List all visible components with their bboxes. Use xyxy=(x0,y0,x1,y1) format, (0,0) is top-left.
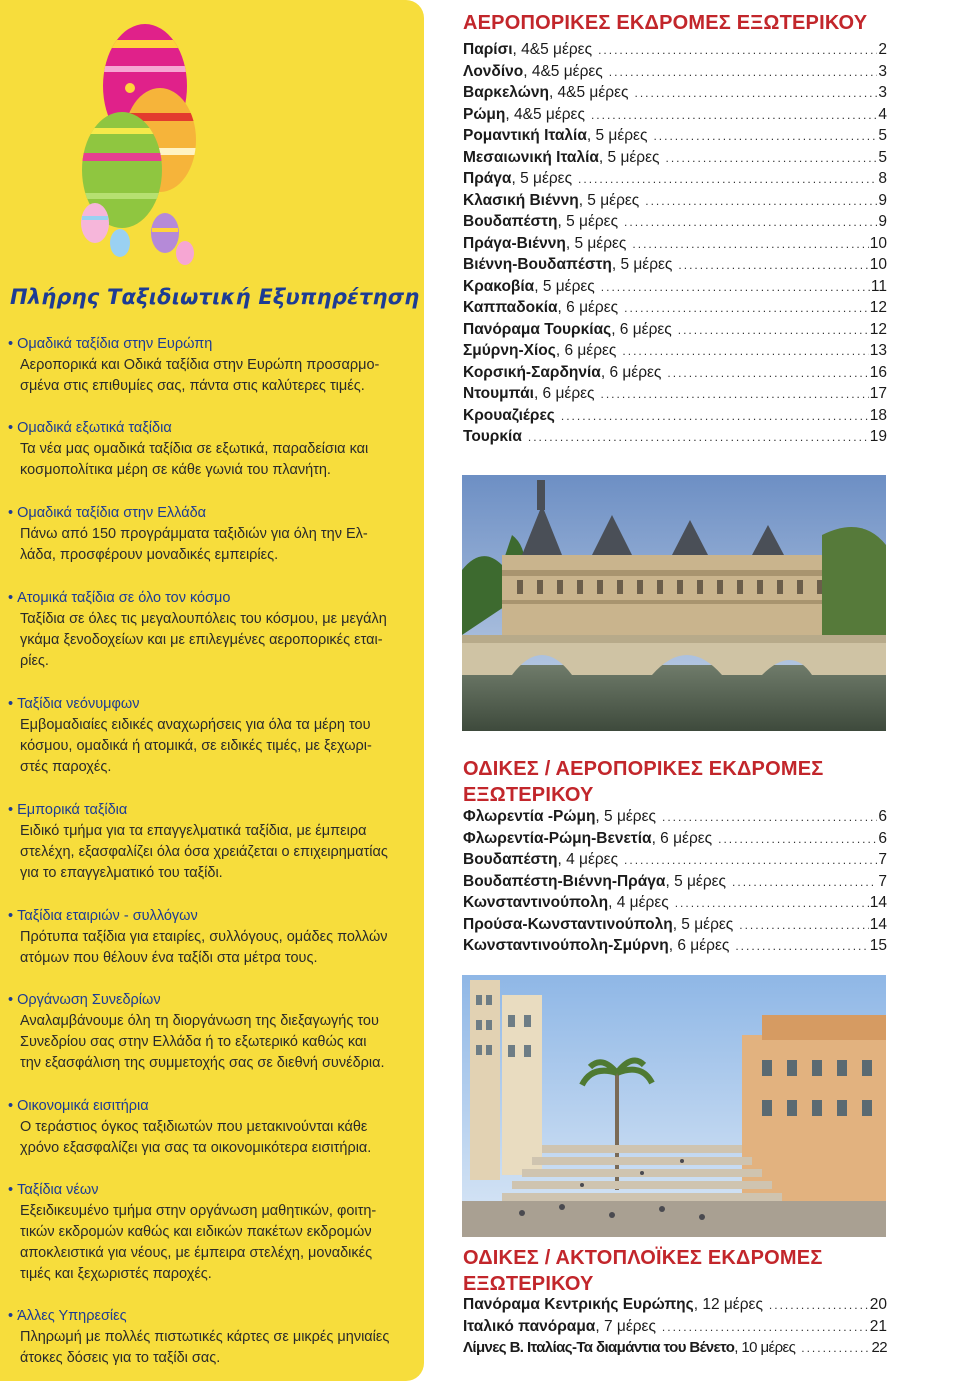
destination-name: Πράγα xyxy=(463,170,512,187)
excursion-entry xyxy=(463,916,887,938)
excursion-entry xyxy=(463,851,887,873)
service-title: • Εμπορικά ταξίδια xyxy=(8,800,420,821)
trip-duration: , 4&5 μέρες xyxy=(512,41,593,58)
service-title: • Ταξίδια νέων xyxy=(8,1180,420,1201)
excursion-entry xyxy=(463,1318,887,1340)
service-desc-line: Ειδικό τμήμα για τα επαγγελματικά ταξίδια, με έμπειρα xyxy=(20,823,367,839)
trip-duration: , 5 μέρες xyxy=(611,256,673,273)
destination-name: Βουδαπέστη xyxy=(463,213,558,230)
panel-heading: Πλήρης Ταξιδιωτική Εξυπηρέτηση xyxy=(10,285,420,309)
excursion-entry xyxy=(463,299,887,321)
service-title: • Ταξίδια νεόνυμφων xyxy=(8,694,420,715)
service-desc-line: ατόμων που θέλουν ένα ταξίδι στα μέτρα τους. xyxy=(20,950,318,966)
destination-name: Κωνσταντινούπολη xyxy=(463,894,609,911)
page-number: 12 xyxy=(869,299,887,316)
dot-leader xyxy=(528,430,869,444)
destination-name: Φλωρεντία -Ρώμη xyxy=(463,808,596,825)
page-number: 3 xyxy=(878,84,887,101)
excursion-entry xyxy=(463,342,887,364)
excursion-entry xyxy=(463,830,887,852)
destination-name: Λίμνες Β. Ιταλίας-Τα διαμάντια του Βένετο xyxy=(463,1339,735,1356)
service-desc-line: κόσμου, ομαδικά ή ατομικά, σε ειδικές τιμές, με ξεχωρι- xyxy=(20,738,372,754)
excursion-entry xyxy=(463,170,887,192)
destination-name: Κωνσταντινούπολη-Σμύρνη xyxy=(463,937,669,954)
excursion-entry xyxy=(463,1339,887,1361)
dot-leader xyxy=(624,853,877,867)
destination-name: Κλασική Βιέννη xyxy=(463,191,579,209)
service-desc-line: Ο τεράστιος όγκος ταξιδιωτών που μετακινούνται κάθε xyxy=(20,1119,368,1135)
dot-leader xyxy=(622,344,868,358)
page-number: 21 xyxy=(869,1317,887,1335)
dot-leader xyxy=(801,1341,870,1355)
service-desc-line: την εξασφάλιση της συμμετοχής σας σε διεθνή συνέδρια. xyxy=(20,1055,385,1071)
service-desc-line: Εμβομαδιαίες ειδικές αναχωρήσεις για όλα τα μέρη του xyxy=(20,717,371,733)
trip-duration: , 6 μέρες xyxy=(611,320,672,338)
page-number: 14 xyxy=(869,894,887,911)
section-title: ΟΔΙΚΕΣ / ΑΕΡΟΠΟΡΙΚΕΣ ΕΚΔΡΟΜΕΣ xyxy=(463,758,824,780)
excursion-entry xyxy=(463,256,887,278)
destination-name: Ντουμπάι xyxy=(463,385,534,402)
dot-leader xyxy=(718,832,877,846)
service-desc-line: Πληρωμή με πολλές πιστωτικές κάρτες σε μικρές μηνιαίες xyxy=(20,1329,390,1345)
page-number: 20 xyxy=(869,1296,887,1313)
excursion-entry xyxy=(463,106,887,128)
trip-duration: , 6 μέρες xyxy=(533,385,595,402)
service-desc-line: χρόνο εξασφαλίζει για σας τα οικονομικότερα εισιτήρια. xyxy=(20,1140,372,1156)
trip-duration: , 4 μέρες xyxy=(608,894,669,911)
destination-name: Λονδίνο xyxy=(463,62,524,80)
page-number: 5 xyxy=(878,127,887,144)
destination-name: Προύσα-Κωνσταντινούπολη xyxy=(463,915,673,933)
easter-eggs-illustration xyxy=(60,18,210,268)
excursion-entry xyxy=(463,894,887,916)
dot-leader xyxy=(601,387,869,401)
destination-name: Βιέννη-Βουδαπέστη xyxy=(463,256,612,273)
service-desc-line: Τα νέα μας ομαδικά ταξίδια σε εξωτικά, παραδείσια και xyxy=(20,441,369,457)
section-title: ΟΔΙΚΕΣ / ΑΚΤΟΠΛΟΪΚΕΣ ΕΚΔΡΟΜΕΣ xyxy=(463,1247,823,1269)
page-number: 5 xyxy=(878,148,887,166)
excursion-entry xyxy=(463,873,887,895)
service-item xyxy=(17,503,420,566)
dot-leader xyxy=(561,409,869,423)
service-title: • Οργάνωση Συνεδρίων xyxy=(8,990,420,1011)
service-title: • Ταξίδια εταιριών - συλλόγων xyxy=(8,906,420,927)
service-desc-line: Ταξίδια σε όλες τις μεγαλουπόλεις του κόσμου, με μεγάλη xyxy=(20,611,387,627)
service-desc-line: τικών εκδρομών καθώς και ειδικών πακέτων εκδρομών xyxy=(20,1224,372,1240)
trip-duration: , 6 μέρες xyxy=(557,299,619,316)
dot-leader xyxy=(769,1298,869,1312)
service-item xyxy=(17,800,420,884)
service-desc-line: κοσμοπολίτικα μέρη σε κάθε γωνιά του πλανήτη. xyxy=(20,462,331,478)
excursion-entry xyxy=(463,149,887,171)
photo-rome-spanish-steps xyxy=(462,975,886,1237)
service-title: • Ατομικά ταξίδια σε όλο τον κόσμο xyxy=(8,588,420,609)
trip-duration: , 5 μέρες xyxy=(665,872,727,890)
page-number: 16 xyxy=(869,363,887,381)
dot-leader xyxy=(662,810,877,824)
trip-duration: , 5 μέρες xyxy=(565,234,627,252)
section-title-line2: ΕΞΩΤΕΡΙΚΟΥ xyxy=(463,784,594,806)
excursion-entry xyxy=(463,937,887,959)
dot-leader xyxy=(624,301,869,315)
trip-duration: , 6 μέρες xyxy=(600,363,662,381)
destination-name: Κρουαζιέρες xyxy=(463,406,555,424)
destination-name: Βουδαπέστη xyxy=(463,851,558,868)
service-desc-line: γκάμα ξενοδοχείων και με επιλεγμένες αεροπορικές εται- xyxy=(20,632,383,648)
dot-leader xyxy=(624,215,877,229)
dot-leader xyxy=(609,65,878,79)
trip-duration: , 5 μέρες xyxy=(557,213,619,230)
destination-name: Τουρκία xyxy=(463,428,522,445)
service-desc-line: στελέχη, εξασφαλίζει όλα όσα χρειάζεται ο επιχειρηματίας xyxy=(20,844,388,860)
page-number: 15 xyxy=(869,937,887,954)
page-number: 2 xyxy=(878,41,887,58)
service-desc-line: Πρότυπα ταξίδια για εταιρίες, συλλόγους, ομάδες πολλών xyxy=(20,929,388,945)
service-title: • Οικονομικά εισιτήρια xyxy=(8,1096,420,1117)
excursion-entry xyxy=(463,84,887,106)
page-number: 6 xyxy=(878,808,887,825)
service-desc-line: τιμές και ξεχωριστές παροχές. xyxy=(20,1266,212,1282)
service-item xyxy=(17,588,420,672)
excursion-entry xyxy=(463,235,887,257)
excursion-entry xyxy=(463,321,887,343)
service-title: • Ομαδικά ταξίδια στην Ευρώπη xyxy=(8,334,420,355)
trip-duration: , 5 μέρες xyxy=(578,191,640,209)
destination-name: Πράγα-Βιέννη xyxy=(463,234,566,252)
service-desc-line: Πάνω από 150 προγράμματα ταξιδιών για όλη την Ελ- xyxy=(20,526,368,542)
page-number: 10 xyxy=(869,234,887,252)
excursion-entry xyxy=(463,41,887,63)
dot-leader xyxy=(662,1320,869,1334)
excursion-entry xyxy=(463,428,887,450)
service-item xyxy=(17,1096,420,1159)
service-title: • Άλλες Υπηρεσίες xyxy=(8,1306,420,1327)
excursion-entry xyxy=(463,1296,887,1318)
page-number: 19 xyxy=(869,428,887,445)
dot-leader xyxy=(675,896,869,910)
page-number: 6 xyxy=(878,829,887,847)
dot-leader xyxy=(678,323,869,337)
service-desc-line: λάδα, προσφέρουν μοναδικές εμπειρίες. xyxy=(20,547,279,563)
excursion-entry xyxy=(463,407,887,429)
trip-duration: , 6 μέρες xyxy=(651,829,713,847)
dot-leader xyxy=(634,86,877,100)
service-title: • Ομαδικά ταξίδια στην Ελλάδα xyxy=(8,503,420,524)
page-number: 14 xyxy=(869,915,887,933)
page-number: 17 xyxy=(869,385,887,402)
service-desc-line: Αναλαμβάνουμε όλη τη διοργάνωση της διεξαγωγής του xyxy=(20,1013,379,1029)
destination-name: Παρίσι xyxy=(463,41,513,58)
dot-leader xyxy=(666,151,878,165)
excursion-entry xyxy=(463,213,887,235)
excursion-list-road-air xyxy=(463,808,887,959)
destination-name: Πανόραμα Τουρκίας xyxy=(463,320,612,338)
excursion-entry xyxy=(463,63,887,85)
page-number: 13 xyxy=(869,342,887,359)
service-item xyxy=(17,1306,420,1369)
excursion-list-air xyxy=(463,41,887,450)
trip-duration: , 5 μέρες xyxy=(595,808,656,825)
service-item xyxy=(17,1180,420,1285)
dot-leader xyxy=(739,918,868,932)
service-desc-line: σμένα στις επιθυμίες σας, πάντα στις καλύτερες τιμές. xyxy=(20,378,365,394)
excursion-entry xyxy=(463,364,887,386)
service-desc-line: άτοκες δόσεις για το ταξίδι σας. xyxy=(20,1350,221,1366)
dot-leader xyxy=(735,939,868,953)
destination-name: Πανόραμα Κεντρικής Ευρώπης xyxy=(463,1296,694,1313)
trip-duration: , 10 μέρες xyxy=(734,1339,796,1356)
dot-leader xyxy=(632,237,868,251)
section-title-line2: ΕΞΩΤΕΡΙΚΟΥ xyxy=(463,1273,594,1295)
page-number: 12 xyxy=(869,320,887,338)
trip-duration: , 4&5 μέρες xyxy=(523,62,603,80)
excursion-entry xyxy=(463,278,887,300)
service-item xyxy=(17,694,420,778)
page-number: 22 xyxy=(871,1339,887,1356)
trip-duration: , 4&5 μέρες xyxy=(505,105,585,123)
destination-name: Μεσαιωνική Ιταλία xyxy=(463,148,599,166)
excursion-entry xyxy=(463,192,887,214)
page-number: 7 xyxy=(878,851,887,868)
dot-leader xyxy=(601,280,870,294)
trip-duration: , 4 μέρες xyxy=(557,851,619,868)
dot-leader xyxy=(578,172,877,186)
destination-name: Ρομαντική Ιταλία xyxy=(463,127,587,144)
page-number: 18 xyxy=(869,406,887,424)
service-desc-line: Συνεδρίου σας στην Ελλάδα ή το εξωτερικό καθώς και xyxy=(20,1034,367,1050)
service-item xyxy=(17,990,420,1074)
dot-leader xyxy=(667,366,868,380)
trip-duration: , 5 μέρες xyxy=(511,170,573,187)
page-number: 11 xyxy=(870,277,887,295)
excursion-entry xyxy=(463,385,887,407)
destination-name: Βαρκελώνη xyxy=(463,84,549,101)
destination-name: Σμύρνη-Χίος xyxy=(463,342,556,359)
dot-leader xyxy=(598,43,877,57)
trip-duration: , 6 μέρες xyxy=(555,342,617,359)
trip-duration: , 5 μέρες xyxy=(672,915,734,933)
page-number: 9 xyxy=(878,213,887,230)
trip-duration: , 6 μέρες xyxy=(668,937,730,954)
dot-leader xyxy=(732,875,877,889)
trip-duration: , 12 μέρες xyxy=(693,1296,763,1313)
trip-duration: , 7 μέρες xyxy=(595,1317,656,1335)
page-number: 3 xyxy=(878,62,887,80)
services-panel xyxy=(0,0,424,1381)
dot-leader xyxy=(653,129,877,143)
destination-name: Καππαδοκία xyxy=(463,299,558,316)
dot-leader xyxy=(645,194,877,208)
service-desc-line: Αεροπορικά και Οδικά ταξίδια στην Ευρώπη προσαρμο- xyxy=(20,357,380,373)
service-desc-line: για το επαγγελματικό του ταξίδι. xyxy=(20,865,223,881)
excursion-list-road-ferry xyxy=(463,1296,887,1361)
dot-leader xyxy=(678,258,868,272)
destination-name: Ρώμη xyxy=(463,105,506,123)
destination-name: Κορσική-Σαρδηνία xyxy=(463,363,601,381)
trip-duration: , 5 μέρες xyxy=(534,277,595,295)
service-desc-line: στές παροχές. xyxy=(20,759,112,775)
service-item xyxy=(17,334,420,397)
page-number: 10 xyxy=(869,256,887,273)
excursion-entry xyxy=(463,808,887,830)
service-desc-line: ρίες. xyxy=(20,653,49,669)
page-number: 4 xyxy=(878,105,887,123)
service-item xyxy=(17,418,420,481)
destination-name: Ιταλικό πανόραμα xyxy=(463,1317,596,1335)
page-number: 9 xyxy=(878,191,887,209)
dot-leader xyxy=(591,108,877,122)
service-title: • Ομαδικά εξωτικά ταξίδια xyxy=(8,418,420,439)
section-title: ΑΕΡΟΠΟΡΙΚΕΣ ΕΚΔΡΟΜΕΣ ΕΞΩΤΕΡΙΚΟΥ xyxy=(463,12,868,34)
photo-paris-bridge xyxy=(462,475,886,731)
page-number: 8 xyxy=(878,170,887,187)
service-desc-line: Εξειδικευμένο τμήμα στην οργάνωση μαθητικών, φοιτη- xyxy=(20,1203,377,1219)
destination-name: Βουδαπέστη-Βιέννη-Πράγα xyxy=(463,872,666,890)
trip-duration: , 4&5 μέρες xyxy=(548,84,629,101)
trip-duration: , 5 μέρες xyxy=(598,148,660,166)
trip-duration: , 5 μέρες xyxy=(586,127,648,144)
service-item xyxy=(17,906,420,969)
excursion-entry xyxy=(463,127,887,149)
page-number: 7 xyxy=(878,872,887,890)
destination-name: Φλωρεντία-Ρώμη-Βενετία xyxy=(463,829,652,847)
service-desc-line: αποκλειστικά για νέους, με έμπειρα στελέχη, μοναδικές xyxy=(20,1245,373,1261)
destination-name: Κρακοβία xyxy=(463,277,535,295)
